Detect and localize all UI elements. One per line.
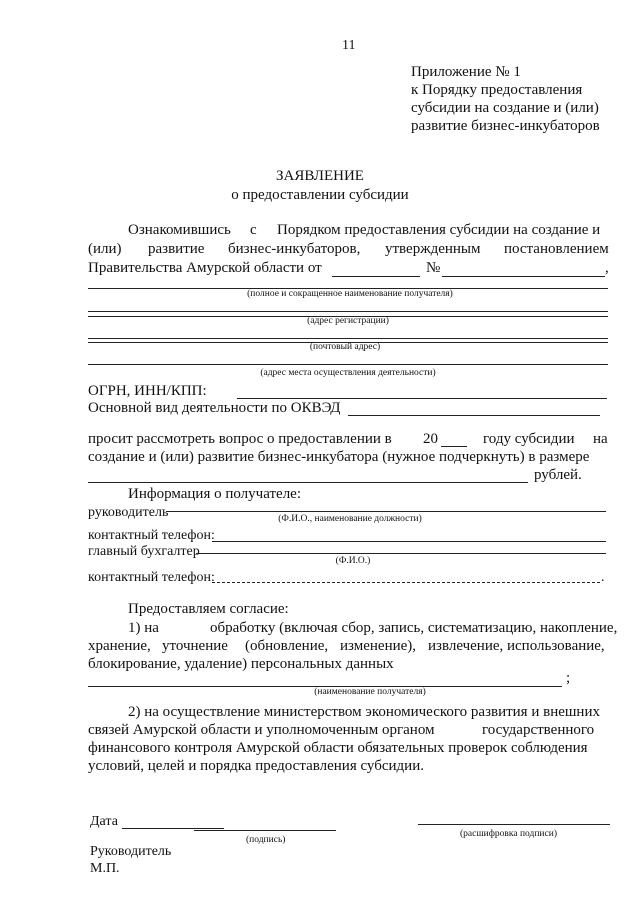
document-title: ЗАЯВЛЕНИЕ	[276, 168, 364, 184]
appendix-line-3: субсидии на создание и (или)	[411, 100, 599, 116]
stamp-label: М.П.	[90, 861, 120, 876]
request-line-2: создание и (или) развитие бизнес-инкубатора (нужное подчеркнуть) в размере	[88, 449, 590, 465]
date-field[interactable]	[122, 828, 224, 829]
postal-address-caption: (почтовый адрес)	[309, 342, 381, 352]
intro-line-2-word: развитие	[148, 241, 205, 257]
consent-1-prefix: 1) на	[128, 620, 159, 636]
document-subtitle: о предоставлении субсидии	[231, 187, 409, 203]
director-caption: (Ф.И.О., наименование должности)	[278, 514, 422, 524]
postal-address-field-1[interactable]	[88, 338, 608, 339]
consent-1-line-2-word: хранение,	[88, 638, 151, 654]
contact-phone-field-1[interactable]	[212, 541, 606, 542]
request-line-1: просит рассмотреть вопрос о предоставлении в	[88, 431, 392, 447]
ogrn-field[interactable]	[237, 398, 607, 399]
date-label: Дата	[90, 814, 118, 829]
request-line-1-subsidy: году субсидии	[483, 431, 575, 447]
contact-phone-label-1: контактный телефон:	[88, 528, 215, 543]
director-label: руководитель	[88, 505, 169, 520]
consent-1-line-1: обработку (включая сбор, запись, систематизацию, накопление,	[210, 620, 618, 636]
ogrn-label: ОГРН, ИНН/КПП:	[88, 383, 207, 399]
rubles-label: рублей.	[534, 467, 582, 483]
consent-recipient-caption: (наименование получателя)	[314, 687, 426, 697]
activity-address-field[interactable]	[88, 364, 608, 365]
consent-1-line-2-word: извлечение,	[428, 638, 504, 654]
consent-2-line-2: связей Амурской области и уполномоченным органом	[88, 722, 435, 738]
appendix-line-2: к Порядку предоставления	[411, 82, 583, 98]
consent-heading: Предоставляем согласие:	[128, 601, 289, 617]
accountant-caption: (Ф.И.О.)	[335, 556, 371, 566]
page-number: 11	[342, 38, 356, 53]
activity-address-caption: (адрес места осуществления деятельности)	[260, 368, 436, 378]
accountant-field[interactable]	[196, 553, 606, 554]
contact-phone-label-2: контактный телефон:	[88, 570, 215, 585]
signature-caption: (подпись)	[246, 835, 286, 845]
consent-2-line-1: 2) на осуществление министерством экономического развития и внешних	[128, 704, 600, 720]
consent-1-line-2-word: изменение),	[340, 638, 417, 654]
intro-word-2: с	[250, 222, 257, 238]
okved-label: Основной вид деятельности по ОКВЭД	[88, 400, 341, 416]
consent-1-line-3: блокирование, удаление) персональных данных	[88, 656, 394, 672]
intro-line-2-word: утвержденным	[385, 241, 481, 257]
intro-word-1: Ознакомившись	[128, 222, 231, 238]
decree-date-field[interactable]	[332, 276, 420, 277]
registration-address-field-1[interactable]	[88, 311, 608, 312]
director-field[interactable]	[166, 511, 606, 512]
consent-2-line-4: условий, целей и порядка предоставления субсидии.	[88, 758, 424, 774]
registration-address-caption: (адрес регистрации)	[307, 316, 389, 326]
request-line-1-on: на	[593, 431, 608, 447]
year-prefix: 20	[423, 431, 438, 447]
signature-field[interactable]	[194, 830, 336, 831]
decree-number-sign: №	[426, 260, 441, 276]
intro-line-2-word: бизнес-инкубаторов,	[228, 241, 361, 257]
consent-1-end: ;	[566, 670, 571, 686]
signature-decode-field[interactable]	[418, 824, 610, 825]
intro-line-2-word: (или)	[88, 241, 122, 257]
recipient-name-caption: (полное и сокращенное наименование получателя)	[247, 289, 453, 299]
decree-number-field[interactable]	[442, 276, 605, 277]
recipient-info-heading: Информация о получателе:	[128, 486, 302, 502]
intro-line-1-rest: Порядком предоставления субсидии на создание и	[277, 222, 601, 238]
year-field[interactable]	[441, 446, 467, 447]
consent-2-line-2-end: государственного	[482, 722, 595, 738]
intro-comma: ,	[605, 260, 609, 276]
signature-decode-caption: (расшифровка подписи)	[460, 829, 557, 839]
appendix-line-4: развитие бизнес-инкубаторов	[411, 118, 600, 134]
intro-line-3: Правительства Амурской области от	[88, 260, 322, 276]
accountant-label: главный бухгалтер	[88, 544, 200, 559]
intro-line-2-word: постановлением	[504, 241, 609, 257]
consent-1-line-2-word: (обновление,	[245, 638, 329, 654]
consent-2-line-3: финансового контроля Амурской области обязательных проверок соблюдения	[88, 740, 588, 756]
consent-1-line-2-word: уточнение	[162, 638, 228, 654]
appendix-line-1: Приложение № 1	[411, 64, 521, 80]
contact-phone-end: .	[601, 570, 605, 585]
amount-field[interactable]	[88, 482, 528, 483]
director-signature-label: Руководитель	[90, 844, 172, 859]
contact-phone-field-2[interactable]	[212, 582, 600, 583]
consent-1-line-2-word: использование,	[507, 638, 605, 654]
okved-field[interactable]	[348, 415, 600, 416]
